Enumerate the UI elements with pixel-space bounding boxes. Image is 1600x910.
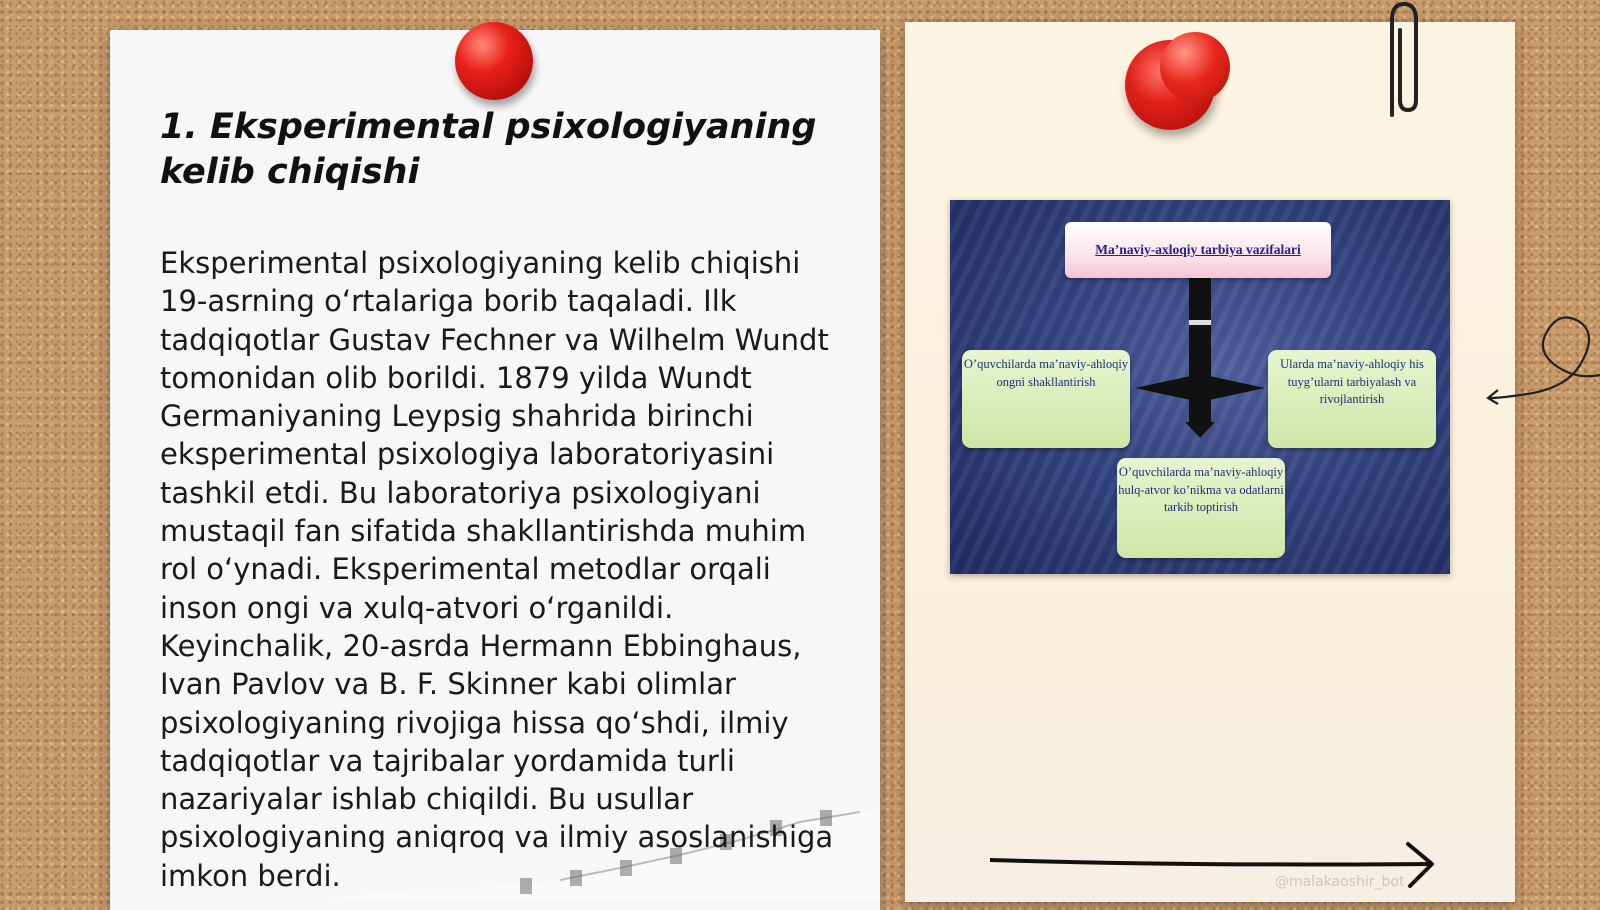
page-title: 1. Eksperimental psixologiyaning kelib chiqishi bbox=[160, 107, 817, 192]
diagram-connector-arrows bbox=[1135, 278, 1265, 438]
watermark-text: @malakaoshir_bot bbox=[1275, 874, 1405, 890]
diagram-title: Ma’naviy-axloqiy tarbiya vazifalari bbox=[1095, 242, 1301, 257]
diagram-box-right: Ularda ma’naviy-ahloqiy his tuyg’ularni tarbiyalash va rivojlantirish bbox=[1268, 350, 1436, 448]
push-pin-icon bbox=[1160, 32, 1230, 102]
diagram-slide-image bbox=[950, 200, 1450, 574]
body-paragraph: Eksperimental psixologiyaning kelib chiqishi 19-asrning o‘rtalariga borib taqaladi. Ilk tadqiqotlar Gustav Fechner va Wilhelm Wundt tomonidan olib borildi. 1879 yilda Wundt Germaniyaning Leypsig shahrida birinchi eksperimental psixologiya laboratoriyasini tashkil etdi. Bu laboratoriya psixologiyani mustaqil fan sifatida shakllantirishda muhim rol o‘ynadi. Eksperimental metodlar orqali inson ongi va xulq-atvori o‘rganildi. Keyinchalik, 20-asrda Hermann Ebbinghaus, Ivan Pavlov va B. F. Skinner kabi olimlar psixologiyaning rivojiga hissa qo‘shdi, ilmiy tadqiqotlar va tajribalar yordamida turli nazariyalar ishlab chiqildi. Bu usullar psixologiyaning aniqroq va ilmiy asoslanishiga imkon berdi. bbox=[160, 246, 834, 893]
diagram-title-box bbox=[1065, 222, 1331, 278]
swirl-arrow-icon bbox=[1480, 310, 1600, 420]
diagram-box-left: O’quvchilarda ma’naviy-ahloqiy ongni shakllantirish bbox=[962, 350, 1130, 448]
push-pin-icon bbox=[455, 22, 533, 100]
diagram-box-bottom: O’quvchilarda ma’naviy-ahloqiy hulq-atvor ko’nikma va odatlarni tarkib toptirish bbox=[1117, 458, 1285, 558]
paper-clip-icon bbox=[1378, 0, 1428, 130]
